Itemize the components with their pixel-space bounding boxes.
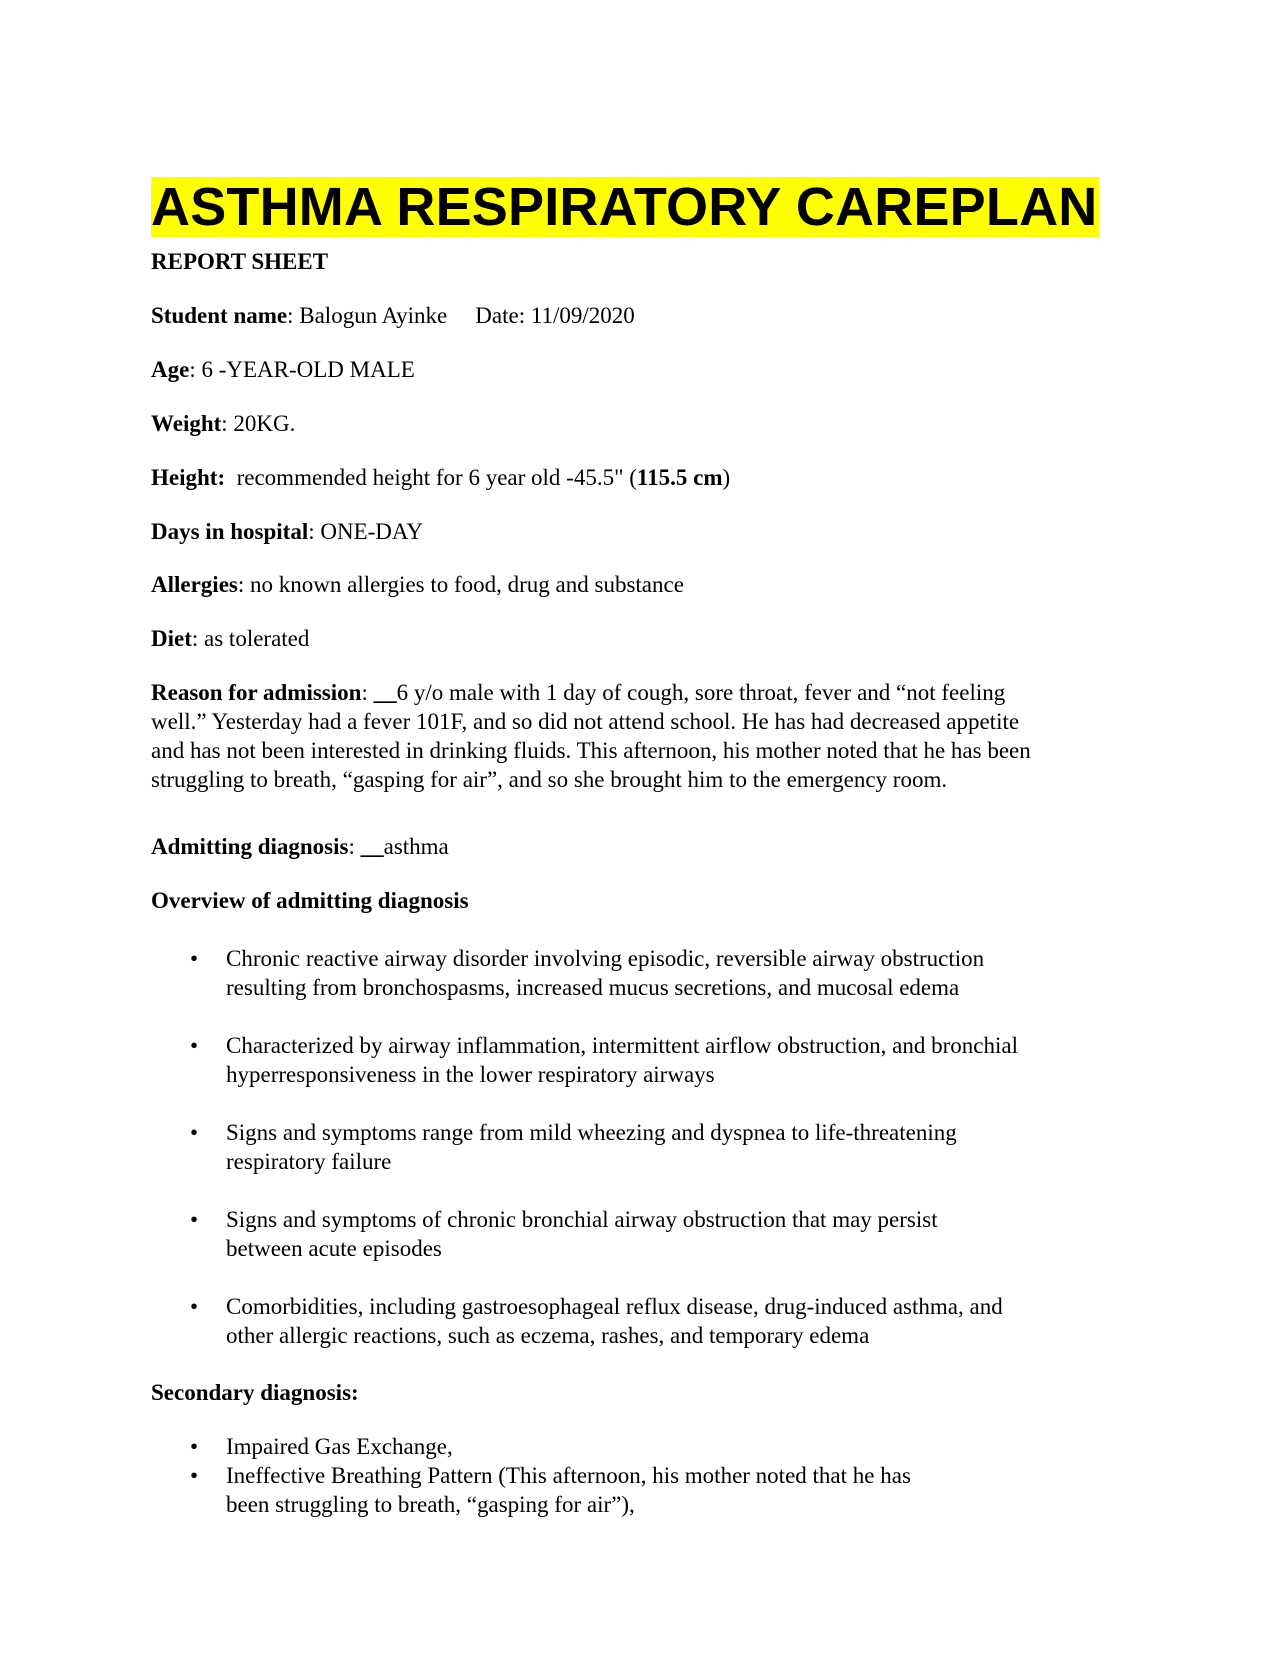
reason-line-4: struggling to breath, “gasping for air”, and so she brought him to the emergency room.: [151, 767, 948, 792]
document-title: [151, 174, 1099, 240]
diet-line: [151, 624, 1151, 653]
days-in-hospital-line: [151, 517, 1151, 546]
secondary-diagnosis-heading: Secondary diagnosis:: [151, 1380, 359, 1405]
reason-blank: __: [373, 680, 397, 705]
height-label: Height:: [151, 465, 226, 490]
diet-value: : as tolerated: [191, 626, 310, 651]
height-line: [151, 463, 1151, 492]
bullet-icon: •: [190, 1294, 199, 1319]
bullet-icon: •: [190, 946, 199, 971]
bullet-icon: •: [190, 1434, 199, 1459]
age-value: : 6 -YEAR-OLD MALE: [189, 357, 415, 382]
bullet-icon: •: [190, 1033, 199, 1058]
age-line: [151, 355, 1151, 384]
allergies-value: : no known allergies to food, drug and substance: [237, 572, 684, 597]
admitting-diagnosis-line: Admitting diagnosis: __asthma: [151, 834, 449, 859]
list-item: • Impaired Gas Exchange,: [190, 1434, 453, 1459]
list-item: • Comorbidities, including gastroesophageal reflux disease, drug-induced asthma, and other allergic reactions, such as eczema, rashes, and temporary edema: [190, 1294, 1003, 1348]
reason-for-admission: [151, 678, 1151, 794]
days-value: : ONE-DAY: [308, 519, 424, 544]
height-cm: 115.5 cm: [636, 465, 723, 490]
reason-line-1: Reason for admission: __6 y/o male with 1 day of cough, sore throat, fever and “not feeling: [151, 680, 1006, 705]
bullet-icon: •: [190, 1207, 199, 1232]
overview-heading: Overview of admitting diagnosis: [151, 888, 469, 913]
admitting-blank: __: [360, 834, 384, 859]
list-item: • Chronic reactive airway disorder involving episodic, reversible airway obstruction resulting from bronchospasms, increased mucus secretions, and mucosal edema: [190, 946, 985, 1000]
allergies-label: Allergies: [151, 572, 238, 597]
admitting-label: Admitting diagnosis: [151, 834, 349, 859]
report-sheet-heading: REPORT SHEET: [151, 249, 329, 274]
admitting-value: asthma: [383, 834, 449, 859]
title-highlight: ASTHMA RESPIRATORY CAREPLAN: [151, 177, 1098, 237]
student-name-line: [151, 301, 1151, 330]
secondary-list: [151, 1432, 1131, 1519]
diet-label: Diet: [151, 626, 192, 651]
bullet-icon: •: [190, 1463, 199, 1488]
list-item: • Ineffective Breathing Pattern (This afternoon, his mother noted that he has been struggling to breath, “gasping for air”),: [190, 1463, 911, 1517]
student-name-label: Student name: [151, 303, 288, 328]
age-label: Age: [151, 357, 190, 382]
height-close: ): [722, 465, 731, 490]
weight-label: Weight: [151, 411, 222, 436]
list-item: • Signs and symptoms range from mild wheezing and dyspnea to life-threatening respiratory failure: [190, 1120, 957, 1174]
reason-label: Reason for admission: [151, 680, 362, 705]
height-value: recommended height for 6 year old -45.5" (: [225, 465, 637, 490]
bullet-icon: •: [190, 1120, 199, 1145]
weight-line: [151, 409, 1151, 438]
date-text: Date: 11/09/2020: [475, 303, 635, 328]
allergies-line: [151, 570, 1151, 599]
student-name-value: : Balogun Ayinke: [287, 303, 448, 328]
reason-line-2: well.” Yesterday had a fever 101F, and so did not attend school. He has had decreased appetite: [151, 709, 1020, 734]
list-item: • Characterized by airway inflammation, intermittent airflow obstruction, and bronchial hyperresponsiveness in the lower respiratory airways: [190, 1033, 1018, 1087]
overview-list: [151, 944, 1131, 1379]
reason-line-3: and has not been interested in drinking fluids. This afternoon, his mother noted that he has been: [151, 738, 1031, 763]
days-label: Days in hospital: [151, 519, 309, 544]
weight-value: : 20KG.: [221, 411, 296, 436]
list-item: • Signs and symptoms of chronic bronchial airway obstruction that may persist between acute episodes: [190, 1207, 938, 1261]
